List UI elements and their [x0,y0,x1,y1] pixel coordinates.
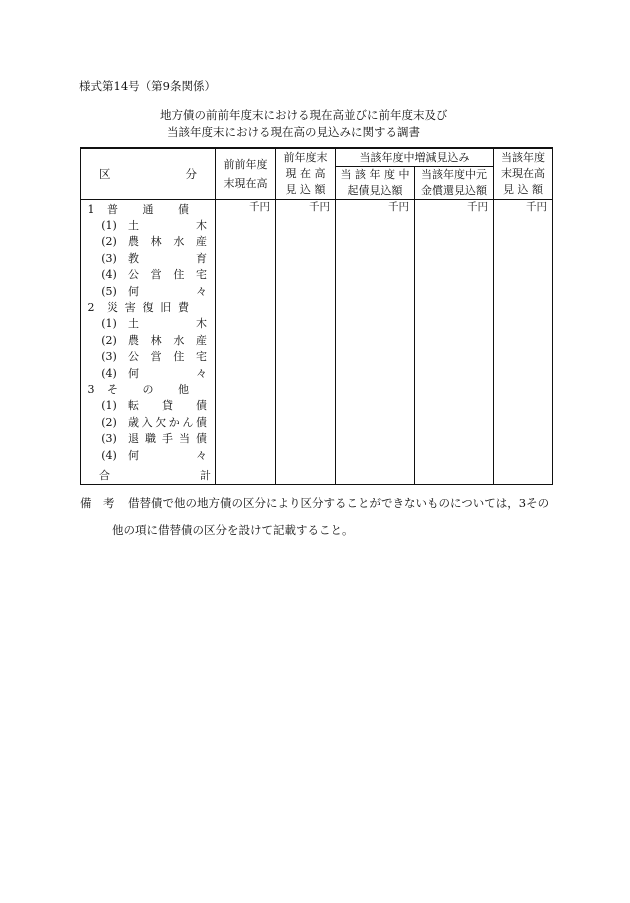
item-label [107,202,189,218]
total-label-char: 合 [99,469,110,482]
value-cell-col-3 [336,199,415,485]
header-col-1 [216,148,276,199]
header-col-2 [276,148,336,199]
item-label [128,316,207,332]
item-number: (3) [101,350,117,364]
item-label [107,300,189,316]
item-label [128,284,207,300]
item-number: 2 [87,300,95,314]
category-item-row [85,202,207,218]
item-label [128,251,207,267]
sub-item-row [85,415,207,431]
item-label-char: 育 [196,251,207,265]
item-label-char: 債 [178,202,189,216]
document-title [160,107,448,141]
header-col-3-line-2: 起債見込額 [347,183,403,197]
header-col-3 [336,166,415,199]
item-label [128,349,207,365]
total-label-char: 計 [200,469,211,482]
title-line-2: 当該年度末における現在高の見込みに関する調書 [167,125,420,139]
item-label-char: 農 [128,235,139,249]
item-label-char: 林 [150,333,162,347]
sub-item-row [85,251,207,267]
category-item-row [85,382,207,398]
remarks-line-1: 借替債で他の地方債の区分により区分することができないものについては，3その [128,496,550,510]
item-label-char: 木 [196,317,207,331]
item-label-char: 土 [128,218,139,232]
item-label-char: 教 [128,251,139,265]
item-number: 1 [87,202,95,216]
form-table [80,147,553,485]
sub-item-row [85,398,207,414]
value-cell-col-2 [276,199,336,485]
item-label-char: 退 [128,432,139,446]
item-label-char: 復 [142,300,154,314]
value-cell-col-5 [494,199,553,485]
item-label-char: 手 [162,432,173,446]
header-col-4-line-2: 金償還見込額 [421,183,487,197]
item-label-char: 々 [196,448,207,462]
sub-item-row [85,267,207,283]
item-label-char: 産 [195,333,207,347]
sub-item-row [85,349,207,365]
header-col-4 [415,166,494,199]
item-label-char: の [142,382,154,396]
item-label-char: 通 [142,202,154,216]
header-group: 当該年度中増減見込み [336,148,494,166]
item-label-char: 住 [173,350,185,364]
sub-item-row [85,366,207,382]
item-label-char: 宅 [195,350,207,364]
header-col-5-line-3: 見 込 額 [503,182,543,196]
item-list-cell [81,199,216,485]
item-label-char: 何 [128,366,139,380]
item-number: (4) [101,268,117,282]
sub-item-row [85,316,207,332]
header-col-3-line-1: 当 該 年 度 中 [340,167,410,181]
value-cell-col-1 [216,199,276,485]
category-item-row [85,300,207,316]
item-label [107,382,189,398]
unit-label-col-3: 千円 [388,200,409,213]
item-label-char: 土 [128,317,139,331]
unit-label-col-4: 千円 [467,200,488,213]
item-label-char: 債 [196,399,207,413]
header-kubun [81,148,216,199]
item-label-char: 旧 [160,300,172,314]
item-label-char: 欠 [155,415,167,429]
sub-item-row [85,431,207,447]
sub-item-row [85,284,207,300]
item-number: (2) [101,235,117,249]
item-list [81,200,215,485]
item-number: (1) [101,399,117,413]
item-label-char: 何 [128,448,139,462]
item-number: (4) [101,448,117,462]
remarks-label: 備 考 [80,496,115,510]
unit-label-col-5: 千円 [526,200,547,213]
item-label-char: 林 [150,235,162,249]
item-number: (3) [101,251,117,265]
item-number: (2) [101,415,117,429]
header-col-5 [494,148,553,199]
header-col-5-line-1: 当該年度 [501,150,545,164]
item-label-char: 債 [196,432,207,446]
item-label-char: 農 [128,333,139,347]
item-number: (3) [101,432,117,446]
item-label-char: 転 [128,399,139,413]
item-label-char: 々 [196,284,207,298]
item-number: (1) [101,218,117,232]
value-cell-col-4 [415,199,494,485]
form-number: 様式第14号（第9条関係） [79,79,216,93]
sub-item-row [85,333,207,349]
header-col-5-line-2: 末現在高 [501,166,545,180]
item-label-char: 災 [107,300,118,314]
item-label-char: ん [182,415,194,429]
item-label-char: か [168,415,180,429]
item-label-char: 住 [173,268,185,282]
item-number: 3 [87,382,95,396]
item-label-char: 水 [173,333,185,347]
item-label [128,415,207,431]
item-number: (5) [101,284,117,298]
header-col-2-line-3: 見 込 額 [285,182,326,196]
sub-item-row [85,234,207,250]
item-number: (2) [101,333,117,347]
item-number: (1) [101,317,117,331]
item-label [128,234,207,250]
item-label-char: 何 [128,284,139,298]
item-label-char: 害 [124,300,136,314]
unit-label-col-2: 千円 [309,200,330,213]
item-label-char: 産 [195,235,207,249]
item-label-char: 木 [196,218,207,232]
remarks-line-2: 他の項に借替債の区分を設けて記載すること。 [112,523,354,537]
total-row [85,468,211,484]
item-label [128,448,207,464]
item-label-char: 職 [145,432,156,446]
header-col-2-line-2: 現 在 高 [285,166,326,180]
item-label [128,431,207,447]
header-col-4-line-1: 当該年度中元 [421,167,487,181]
item-label [128,218,207,234]
item-number: (4) [101,366,117,380]
header-col-1-line-1: 前前年度 [223,157,268,171]
item-label-char: 費 [178,300,189,314]
remarks-note [80,490,560,544]
item-label-char: 他 [178,382,189,396]
item-label-char: 貸 [162,399,173,413]
sub-item-row [85,218,207,234]
item-label-char: 普 [107,202,118,216]
header-kubun-char-1: 区 [99,166,111,181]
item-label-char: 当 [179,432,190,446]
item-label-char: そ [107,382,118,396]
item-label [128,366,207,382]
item-label-char: 債 [195,415,207,429]
item-label-char: 歳 [128,415,139,429]
item-label [128,267,207,283]
item-label-char: 公 [128,350,139,364]
item-label [128,333,207,349]
item-label-char: 宅 [195,268,207,282]
title-line-1: 地方債の前前年度末における現在高並びに前年度末及び [160,108,448,122]
item-label-char: 営 [150,268,162,282]
header-col-2-line-1: 前年度末 [283,150,328,164]
item-label-char: 入 [141,415,153,429]
item-label [128,398,207,414]
item-label-char: 々 [196,366,207,380]
sub-item-row [85,448,207,464]
unit-label-col-1: 千円 [249,200,270,213]
header-col-1-line-2: 末現在高 [223,176,268,190]
item-label-char: 営 [150,350,162,364]
item-label-char: 公 [128,268,139,282]
header-kubun-char-2: 分 [185,166,197,181]
item-label-char: 水 [173,235,185,249]
